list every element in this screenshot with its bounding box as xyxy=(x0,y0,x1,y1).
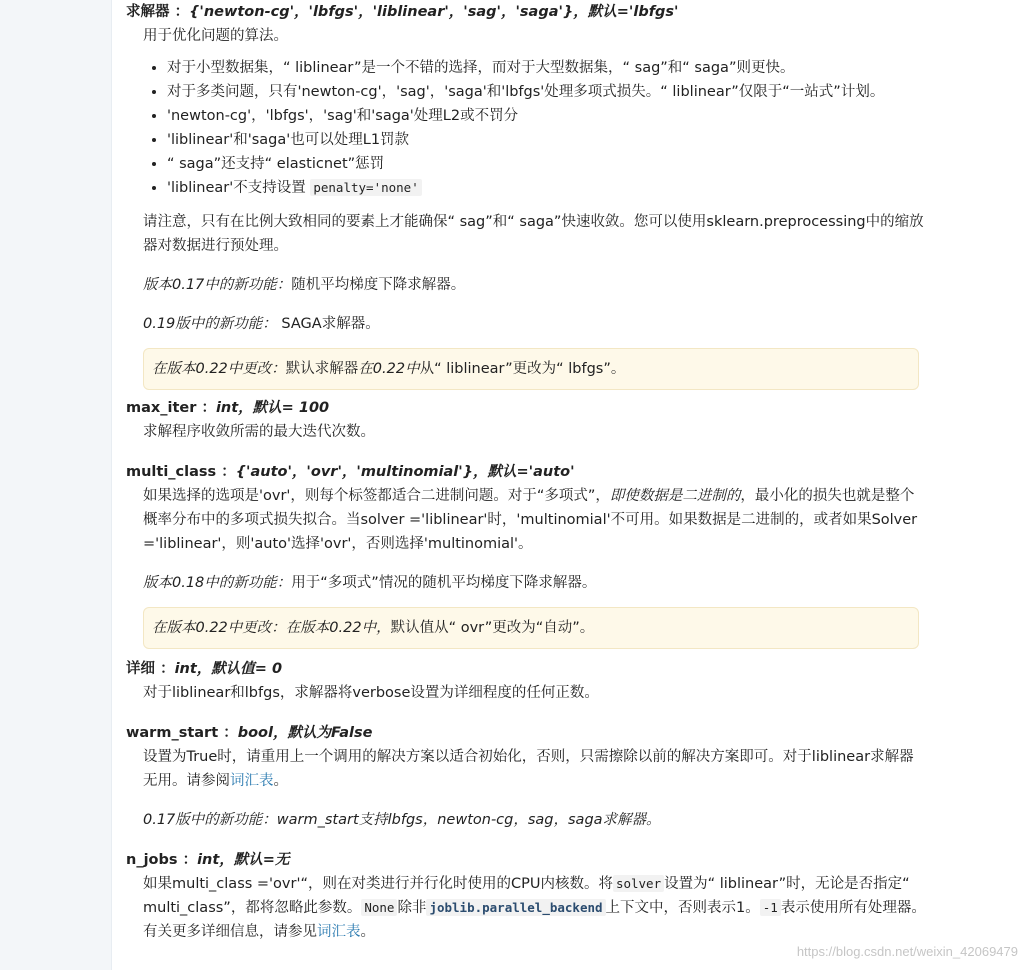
param-heading: warm_start ：bool，默认为False xyxy=(126,725,373,741)
list-item: • 'liblinear'和'saga'也可以处理L1罚款 xyxy=(167,128,926,152)
param-type: {'auto'，'ovr'，'multinomial'}，默认='auto' xyxy=(235,464,575,480)
inline-code: solver xyxy=(613,875,664,892)
param-warm-start xyxy=(126,721,926,832)
param-n-jobs xyxy=(126,848,926,944)
param-type: bool，默认为False xyxy=(237,725,373,741)
inline-code: joblib.parallel_backend xyxy=(426,899,605,916)
param-name: multi_class xyxy=(126,464,217,480)
list-item: • 'liblinear'不支持设置 penalty='none' xyxy=(167,176,926,200)
param-max-iter xyxy=(126,396,926,444)
version-added-note: 版本0.17中的新功能：随机平均梯度下降求解器。 xyxy=(143,277,466,293)
param-heading: n_jobs ：int，默认=无 xyxy=(126,852,290,868)
version-changed-box: 在版本0.22中更改：在版本0.22中，默认值从“ ovr”更改为“自动”。 xyxy=(143,607,919,649)
solver-bullet-list xyxy=(143,56,926,200)
param-heading: max_iter ：int，默认= 100 xyxy=(126,400,330,416)
list-item: • 对于小型数据集，“ liblinear”是一个不错的选择，而对于大型数据集，“ sag”和“ saga”则更快。 xyxy=(167,56,926,80)
watermark-text: https://blog.csdn.net/weixin_42069479 xyxy=(796,944,1018,959)
param-solver xyxy=(126,0,926,390)
version-added-note: 0.19版中的新功能： SAGA求解器。 xyxy=(143,316,380,332)
param-type: int，默认= 100 xyxy=(215,400,330,416)
param-description: 如果选择的选项是'ovr'，则每个标签都适合二进制问题。对于“多项式”，即使数据是二进制的，最小化的损失也就是整个概率分布中的多项式损失拟合。当solver ='liblinear'时，'multinomial'不可用。如果数据是二进制的，或者如果Solver ='liblinear'，则'auto'选择'ovr'，否则选择'multinomial'。 版本0.18中的新功能：用于“多项式”情况的随机平均梯度下降求解器。 xyxy=(143,484,926,595)
list-item: • 'newton-cg'，'lbfgs'，'sag'和'saga'处理L2或不罚分 xyxy=(167,104,926,128)
glossary-link[interactable]: 词汇表 xyxy=(230,773,274,789)
doc-content xyxy=(126,0,926,944)
param-heading: multi_class ：{'auto'，'ovr'，'multinomial'}，默认='auto' xyxy=(126,464,575,480)
param-description: 设置为True时，请重用上一个调用的解决方案以适合初始化，否则，只需擦除以前的解决方案即可。对于liblinear求解器无用。请参阅词汇表。 0.17版中的新功能：warm_start支持lbfgs，newton-cg，sag，saga求解器。 xyxy=(143,745,926,832)
param-verbose xyxy=(126,657,926,705)
param-type: {'newton-cg'，'lbfgs'，'liblinear'，'sag'，'saga'}，默认='lbfgs' xyxy=(189,4,679,20)
param-name: 求解器 xyxy=(126,4,170,20)
version-added-note: 0.17版中的新功能：warm_start支持lbfgs，newton-cg，sag，saga求解器。 xyxy=(143,812,661,828)
param-summary: 用于优化问题的算法。 xyxy=(143,28,288,44)
param-name: n_jobs xyxy=(126,852,178,868)
left-sidebar-rail xyxy=(0,0,112,970)
param-name: 详细 xyxy=(126,661,155,677)
param-description: 如果multi_class ='ovr'“，则在对类进行并行化时使用的CPU内核数。将 solver 设置为“ liblinear”时，无论是否指定“ multi_class”，都将忽略此参数。 None 除非 joblib.parallel_backend 上下文中，否则表示1。 -1 表示使用所有处理器。有关更多详细信息，请参见词汇表。 xyxy=(143,876,926,940)
inline-code: None xyxy=(361,899,397,916)
inline-code: penalty='none' xyxy=(310,179,421,196)
list-item: • “ saga”还支持“ elasticnet”惩罚 xyxy=(167,152,926,176)
inline-code: -1 xyxy=(760,899,781,916)
glossary-link[interactable]: 词汇表 xyxy=(317,924,361,940)
param-type: int，默认=无 xyxy=(197,852,290,868)
param-description: 对于liblinear和lbfgs，求解器将verbose设置为详细程度的任何正数。 xyxy=(143,685,599,701)
param-name: max_iter xyxy=(126,400,197,416)
param-heading: 求解器 ：{'newton-cg'，'lbfgs'，'liblinear'，'sag'，'saga'}，默认='lbfgs' xyxy=(126,4,679,20)
list-item: • 对于多类问题，只有'newton-cg'，'sag'，'saga'和'lbfgs'处理多项式损失。“ liblinear”仅限于“一站式”计划。 xyxy=(167,80,926,104)
solver-note-text: 请注意，只有在比例大致相同的要素上才能确保“ sag”和“ saga”快速收敛。您可以使用sklearn.preprocessing中的缩放器对数据进行预处理。 xyxy=(143,214,924,254)
version-changed-box: 在版本0.22中更改：默认求解器在0.22中从“ liblinear”更改为“ lbfgs”。 xyxy=(143,348,919,390)
param-description: 求解程序收敛所需的最大迭代次数。 xyxy=(143,424,375,440)
param-description xyxy=(143,24,926,336)
param-heading: 详细 ：int，默认值= 0 xyxy=(126,661,283,677)
param-type: int，默认值= 0 xyxy=(174,661,283,677)
version-added-note: 版本0.18中的新功能：用于“多项式”情况的随机平均梯度下降求解器。 xyxy=(143,575,597,591)
param-multi-class xyxy=(126,460,926,649)
param-name: warm_start xyxy=(126,725,219,741)
